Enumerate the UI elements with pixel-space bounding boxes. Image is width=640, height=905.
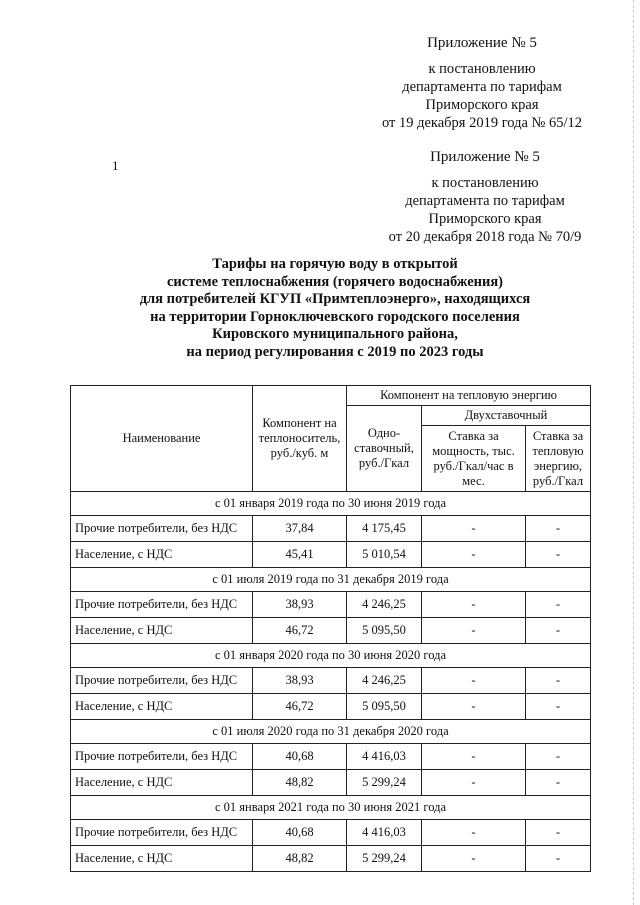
table-row <box>71 618 591 644</box>
row-name: Население, с НДС <box>71 770 253 796</box>
margin-mark: 1 <box>112 158 119 173</box>
row-carrier: 40,68 <box>253 744 347 770</box>
appendix-previous-title: Приложение № 5 <box>430 149 540 165</box>
appendix-current-line3: Приморского края <box>425 97 539 113</box>
row-single: 4 246,25 <box>347 592 422 618</box>
row-carrier: 46,72 <box>253 694 347 720</box>
appendix-current <box>376 34 588 132</box>
scan-edge <box>633 0 640 905</box>
tariff-table <box>70 385 591 872</box>
appendix-previous <box>382 148 588 246</box>
row-name: Прочие потребители, без НДС <box>71 820 253 846</box>
header-name: Наименование <box>71 386 253 492</box>
row-capacity: - <box>422 694 526 720</box>
row-capacity: - <box>422 744 526 770</box>
heading-line: системе теплоснабжения (горячего водоснабжения) <box>166 273 504 290</box>
row-single: 4 175,45 <box>347 516 422 542</box>
row-single: 4 246,25 <box>347 668 422 694</box>
row-name: Прочие потребители, без НДС <box>71 668 253 694</box>
row-name: Население, с НДС <box>71 694 253 720</box>
row-name: Население, с НДС <box>71 846 253 872</box>
row-capacity: - <box>422 542 526 568</box>
row-name: Прочие потребители, без НДС <box>71 592 253 618</box>
table-row <box>71 516 591 542</box>
heading-line: Тарифы на горячую воду в открытой <box>212 256 458 272</box>
row-single: 5 095,50 <box>347 694 422 720</box>
row-capacity: - <box>422 618 526 644</box>
row-single: 5 299,24 <box>347 846 422 872</box>
row-energy: - <box>526 542 591 568</box>
row-carrier: 48,82 <box>253 846 347 872</box>
row-energy: - <box>526 744 591 770</box>
document-heading <box>60 256 610 361</box>
row-single: 5 299,24 <box>347 770 422 796</box>
appendix-previous-line2: департамента по тарифам <box>405 193 565 209</box>
heading-line: на территории Горноключевского городского поселения <box>150 308 520 325</box>
row-single: 5 010,54 <box>347 542 422 568</box>
row-energy: - <box>526 618 591 644</box>
row-single: 4 416,03 <box>347 744 422 770</box>
table-row <box>71 592 591 618</box>
period-row: с 01 июля 2019 года по 31 декабря 2019 года <box>71 568 591 592</box>
row-carrier: 38,93 <box>253 668 347 694</box>
row-energy: - <box>526 820 591 846</box>
row-name: Население, с НДС <box>71 542 253 568</box>
header-double-rate-group: Двухставочный <box>422 406 591 426</box>
header-carrier: Компонент на теплоноситель, руб./куб. м <box>253 386 347 492</box>
period-row: с 01 января 2021 года по 30 июня 2021 года <box>71 796 591 820</box>
row-capacity: - <box>422 820 526 846</box>
appendix-current-line1: к постановлению <box>428 61 536 77</box>
row-energy: - <box>526 592 591 618</box>
row-capacity: - <box>422 770 526 796</box>
row-single: 5 095,50 <box>347 618 422 644</box>
row-carrier: 37,84 <box>253 516 347 542</box>
header-single-rate: Одно-ставочный, руб./Гкал <box>347 406 422 492</box>
table-row <box>71 820 591 846</box>
header-energy-group: Компонент на тепловую энергию <box>347 386 591 406</box>
row-carrier: 48,82 <box>253 770 347 796</box>
period-row: с 01 июля 2020 года по 31 декабря 2020 года <box>71 720 591 744</box>
row-carrier: 46,72 <box>253 618 347 644</box>
header-capacity-rate: Ставка за мощность, тыс. руб./Гкал/час в мес. <box>422 426 526 492</box>
appendix-current-line2: департамента по тарифам <box>402 79 562 95</box>
row-name: Прочие потребители, без НДС <box>71 744 253 770</box>
appendix-previous-line1: к постановлению <box>431 175 539 191</box>
row-energy: - <box>526 770 591 796</box>
period-row: с 01 января 2020 года по 30 июня 2020 года <box>71 644 591 668</box>
heading-line: для потребителей КГУП «Примтеплоэнерго», находящихся <box>139 291 531 307</box>
header-energy-rate: Ставка за тепловую энергию, руб./Гкал <box>526 426 591 492</box>
period-row: с 01 января 2019 года по 30 июня 2019 года <box>71 492 591 516</box>
row-energy: - <box>526 846 591 872</box>
table-row <box>71 744 591 770</box>
row-capacity: - <box>422 516 526 542</box>
table-row <box>71 542 591 568</box>
table-row <box>71 846 591 872</box>
row-single: 4 416,03 <box>347 820 422 846</box>
heading-line: на период регулирования с 2019 по 2023 годы <box>186 343 484 360</box>
row-carrier: 40,68 <box>253 820 347 846</box>
appendix-current-line4: от 19 декабря 2019 года № 65/12 <box>381 115 583 131</box>
row-carrier: 45,41 <box>253 542 347 568</box>
appendix-previous-line3: Приморского края <box>428 211 542 227</box>
row-capacity: - <box>422 668 526 694</box>
row-name: Население, с НДС <box>71 618 253 644</box>
table-row <box>71 668 591 694</box>
heading-line: Кировского муниципального района, <box>212 326 458 342</box>
row-capacity: - <box>422 592 526 618</box>
table-row <box>71 770 591 796</box>
row-capacity: - <box>422 846 526 872</box>
row-name: Прочие потребители, без НДС <box>71 516 253 542</box>
row-energy: - <box>526 516 591 542</box>
row-carrier: 38,93 <box>253 592 347 618</box>
appendix-previous-line4: от 20 декабря 2018 года № 70/9 <box>388 229 582 245</box>
table-row <box>71 694 591 720</box>
row-energy: - <box>526 668 591 694</box>
appendix-current-title: Приложение № 5 <box>427 35 537 51</box>
row-energy: - <box>526 694 591 720</box>
